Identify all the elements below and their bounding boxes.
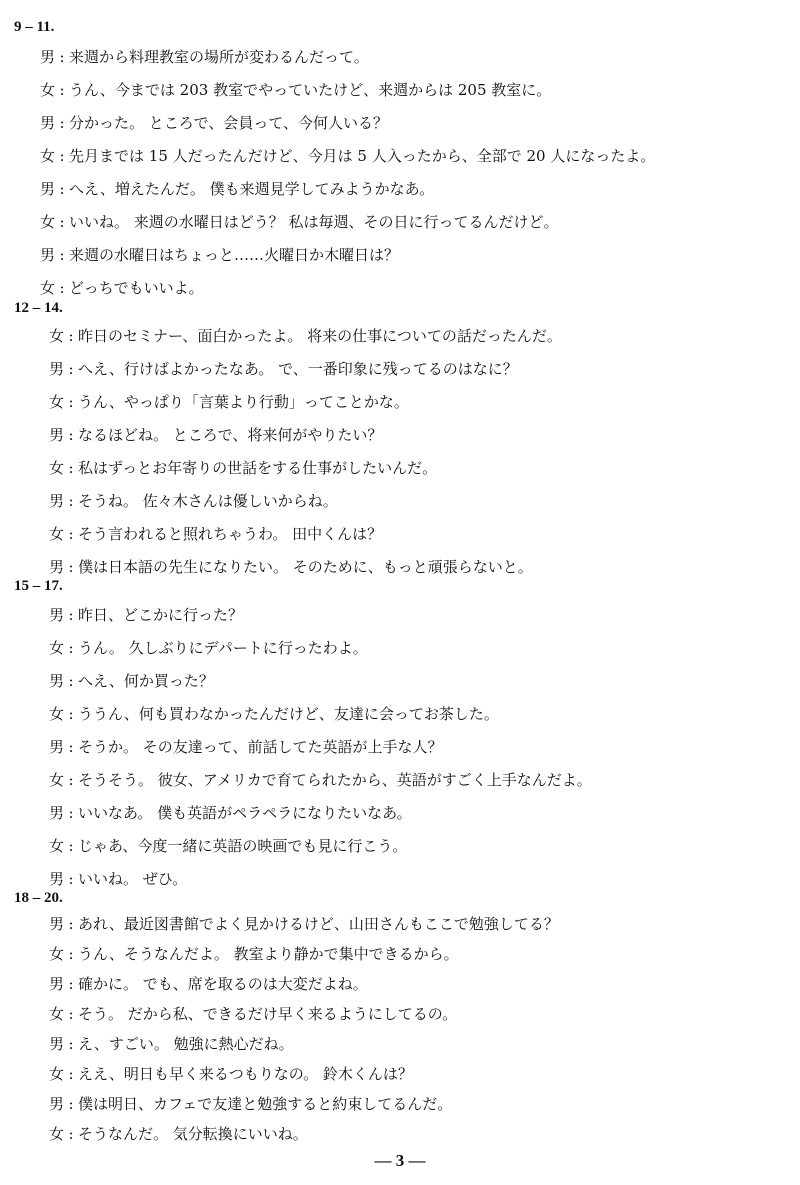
speaker-label: 男 [49,558,65,576]
speaker-label: 女 [49,1125,65,1143]
speaker-label: 男 [49,870,65,888]
speaker-label: 女 [49,459,65,477]
dialogue-line: 女 : ええ、明日も早く来るつもりなの。 鈴木くんは？ [49,1065,413,1083]
dialogue-text: 確かに。 でも、席を取るのは大変だよね。 [78,975,368,993]
dialogue-text: ええ、明日も早く来るつもりなの。 鈴木くんは？ [78,1065,413,1083]
dialogue-text: 僕は明日、カフェで友達と勉強すると約束してるんだ。 [78,1095,453,1113]
page-number: — 3 — [374,1151,426,1170]
dialogue-text: へえ、増えたんだ。 僕も来週見学してみようかなあ。 [69,180,435,198]
dialogue-text: うん、やっぱり「言葉より行動」ってことかな。 [78,393,409,411]
dialogue-text: そうね。 佐々木さんは優しいからね。 [78,492,338,510]
dialogue-line: 男 : そうか。 その友達って、前話してた英語が上手な人？ [49,738,443,756]
speaker-label: 女 [49,525,65,543]
dialogue-line: 女 : そうなんだ。 気分転換にいいね。 [49,1125,308,1143]
dialogue-text: じゃあ、今度一緒に英語の映画でも見に行こう。 [78,837,408,855]
dialogue-text: そうなんだ。 気分転換にいいね。 [78,1125,308,1143]
dialogue-text: え、すごい。 勉強に熱心だね。 [78,1035,294,1053]
dialogue-line: 男 : いいなあ。 僕も英語がペラペラになりたいなあ。 [49,804,412,822]
dialogue-line: 女 : うん、やっぱり「言葉より行動」ってことかな。 [49,393,409,411]
dialogue-line: 女 : 私はずっとお年寄りの世話をする仕事がしたいんだ。 [49,459,438,477]
dialogue-line: 男 : 確かに。 でも、席を取るのは大変だよね。 [49,975,368,993]
dialogue-line: 男 : 僕は明日、カフェで友達と勉強すると約束してるんだ。 [49,1095,453,1113]
dialogue-text: 先月までは 15 人だったんだけど、今月は 5 人入ったから、全部で 20 人になったよ。 [69,147,656,165]
dialogue-line: 男 : 僕は日本語の先生になりたい。 そのために、もっと頑張らないと。 [49,558,533,576]
dialogue-line: 男 : そうね。 佐々木さんは優しいからね。 [49,492,338,510]
dialogue-text: ううん、何も買わなかったんだけど、友達に会ってお茶した。 [78,705,499,723]
dialogue-line: 男 : あれ、最近図書館でよく見かけるけど、山田さんもここで勉強してる？ [49,915,559,933]
dialogue-text: いいね。 ぜひ。 [78,870,188,888]
dialogue-line: 男 : へえ、増えたんだ。 僕も来週見学してみようかなあ。 [40,180,435,198]
speaker-label: 男 [49,975,65,993]
section-heading-9-11: 9 – 11. [14,19,55,35]
speaker-label: 女 [49,327,65,345]
dialogue-text: へえ、何か買った？ [78,672,214,690]
speaker-label: 男 [49,672,65,690]
dialogue-line: 女 : じゃあ、今度一緒に英語の映画でも見に行こう。 [49,837,408,855]
speaker-label: 女 [49,1065,65,1083]
speaker-label: 男 [49,915,65,933]
speaker-label: 女 [49,705,65,723]
speaker-label: 男 [49,1035,65,1053]
dialogue-line: 男 : 来週から料理教室の場所が変わるんだって。 [40,48,369,66]
dialogue-text: いいなあ。 僕も英語がペラペラになりたいなあ。 [78,804,412,822]
dialogue-line: 男 : へえ、行けばよかったなあ。 で、一番印象に残ってるのはなに？ [49,360,518,378]
dialogue-line: 女 : 昨日のセミナー、面白かったよ。 将来の仕事についての話だったんだ。 [49,327,562,345]
speaker-label: 男 [49,492,65,510]
dialogue-text: 私はずっとお年寄りの世話をする仕事がしたいんだ。 [78,459,438,477]
dialogue-line: 男 : 分かった。 ところで、会員って、今何人いる？ [40,114,389,132]
dialogue-line: 男 : え、すごい。 勉強に熱心だね。 [49,1035,294,1053]
dialogue-text: そうそう。 彼女、アメリカで育てられたから、英語がすごく上手なんだよ。 [78,771,592,789]
dialogue-line: 女 : いいね。 来週の水曜日はどう？ 私は毎週、その日に行ってるんだけど。 [40,213,559,231]
dialogue-line: 女 : そうそう。 彼女、アメリカで育てられたから、英語がすごく上手なんだよ。 [49,771,592,789]
dialogue-text: そう言われると照れちゃうわ。 田中くんは？ [78,525,383,543]
dialogue-text: どっちでもいいよ。 [69,279,204,297]
dialogue-text: いいね。 来週の水曜日はどう？ 私は毎週、その日に行ってるんだけど。 [69,213,559,231]
dialogue-text: うん。 久しぶりにデパートに行ったわよ。 [78,639,368,657]
dialogue-text: あれ、最近図書館でよく見かけるけど、山田さんもここで勉強してる？ [78,915,559,933]
section-heading-18-20: 18 – 20. [14,890,63,906]
speaker-label: 男 [40,114,56,132]
speaker-label: 男 [49,606,65,624]
dialogue-line: 女 : そう。 だから私、できるだけ早く来るようにしてるの。 [49,1005,458,1023]
speaker-label: 男 [49,360,65,378]
speaker-label: 女 [49,837,65,855]
dialogue-line: 男 : へえ、何か買った？ [49,672,214,690]
dialogue-line: 男 : なるほどね。 ところで、将来何がやりたい？ [49,426,383,444]
dialogue-text: そう。 だから私、できるだけ早く来るようにしてるの。 [78,1005,458,1023]
speaker-label: 男 [49,804,65,822]
dialogue-text: 昨日のセミナー、面白かったよ。 将来の仕事についての話だったんだ。 [78,327,562,345]
speaker-label: 女 [49,393,65,411]
dialogue-text: 来週の水曜日はちょっと……火曜日か木曜日は？ [69,246,400,264]
speaker-label: 男 [40,180,56,198]
dialogue-text: なるほどね。 ところで、将来何がやりたい？ [78,426,383,444]
dialogue-line: 男 : 昨日、どこかに行った？ [49,606,244,624]
section-heading-15-17: 15 – 17. [14,578,63,594]
dialogue-text: 昨日、どこかに行った？ [78,606,244,624]
speaker-label: 女 [49,945,65,963]
speaker-label: 男 [40,246,56,264]
speaker-label: 男 [40,48,56,66]
speaker-label: 女 [49,1005,65,1023]
dialogue-line: 女 : うん、今までは 203 教室でやっていたけど、来週からは 205 教室に。 [40,81,552,99]
dialogue-text: へえ、行けばよかったなあ。 で、一番印象に残ってるのはなに？ [78,360,518,378]
dialogue-line: 女 : うん。 久しぶりにデパートに行ったわよ。 [49,639,368,657]
dialogue-line: 男 : 来週の水曜日はちょっと……火曜日か木曜日は？ [40,246,400,264]
speaker-label: 女 [49,771,65,789]
speaker-label: 女 [40,213,56,231]
speaker-label: 女 [40,81,56,99]
dialogue-line: 女 : 先月までは 15 人だったんだけど、今月は 5 人入ったから、全部で 20 人になったよ。 [40,147,656,165]
speaker-label: 男 [49,1095,65,1113]
dialogue-text: 僕は日本語の先生になりたい。 そのために、もっと頑張らないと。 [78,558,533,576]
dialogue-line: 男 : いいね。 ぜひ。 [49,870,188,888]
speaker-label: 女 [40,279,56,297]
speaker-label: 男 [49,426,65,444]
speaker-label: 男 [49,738,65,756]
dialogue-text: そうか。 その友達って、前話してた英語が上手な人？ [78,738,443,756]
section-heading-12-14: 12 – 14. [14,300,63,316]
dialogue-text: うん、そうなんだよ。 教室より静かで集中できるから。 [78,945,459,963]
dialogue-line: 女 : そう言われると照れちゃうわ。 田中くんは？ [49,525,383,543]
speaker-label: 女 [40,147,56,165]
dialogue-line: 女 : どっちでもいいよ。 [40,279,204,297]
dialogue-line: 女 : うん、そうなんだよ。 教室より静かで集中できるから。 [49,945,459,963]
dialogue-line: 女 : ううん、何も買わなかったんだけど、友達に会ってお茶した。 [49,705,499,723]
speaker-label: 女 [49,639,65,657]
dialogue-text: 分かった。 ところで、会員って、今何人いる？ [69,114,389,132]
dialogue-text: うん、今までは 203 教室でやっていたけど、来週からは 205 教室に。 [69,81,552,99]
dialogue-text: 来週から料理教室の場所が変わるんだって。 [69,48,369,66]
